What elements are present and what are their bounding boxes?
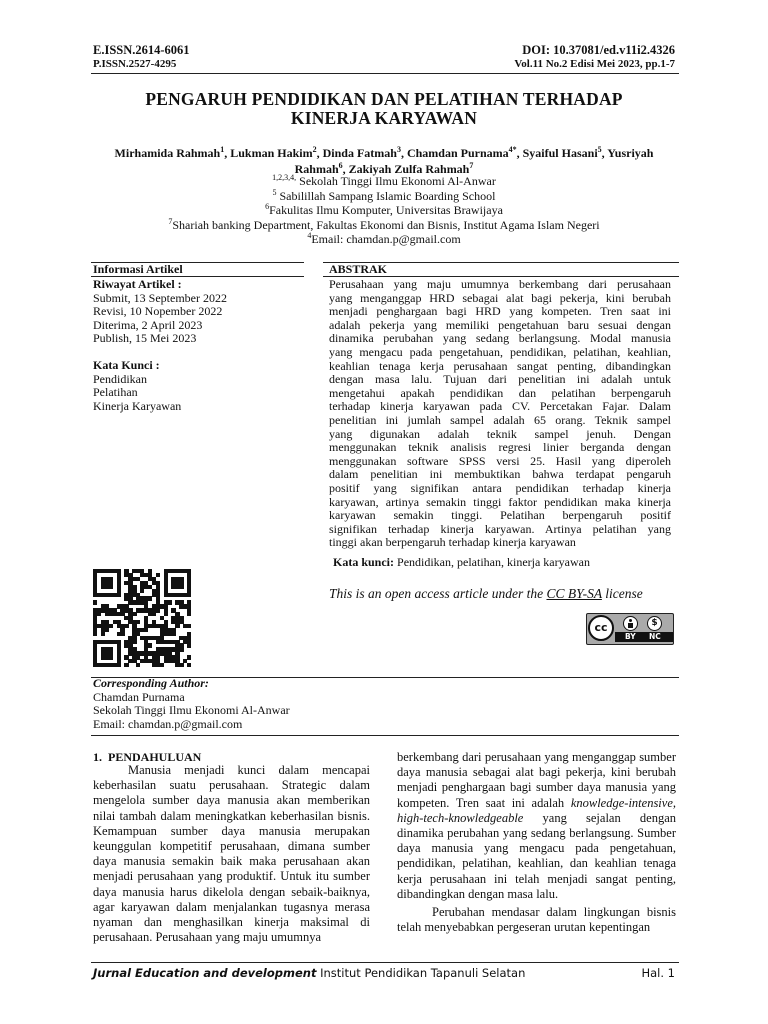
corresponding-author [93, 677, 653, 731]
author-name: Lukman Hakim [230, 146, 313, 160]
abstract-kw-text: Pendidikan, pelatihan, kinerja karyawan [394, 555, 590, 569]
author-sup: 2 [312, 145, 317, 154]
author-sup: 5 [597, 145, 602, 154]
badge-nc-label: NC [649, 632, 661, 641]
author-sup: 6 [338, 161, 343, 170]
author-sup: 1 [220, 145, 225, 154]
affiliation-3: $^6$Fakulitas Ilmu Komputer, Universitas Brawijaya [265, 202, 503, 217]
author-name: Chamdan Purnama [406, 146, 509, 160]
affiliation-2: $^5$ Sabilillah Sampang Islamic Boarding School [272, 187, 496, 203]
left-column [93, 763, 370, 945]
section-heading: 1. PENDAHULUAN [93, 750, 202, 764]
author-list: Mirhamida Rahmah$^1$, Lukman Hakim$^2$, Dinda Fatmah$^3$, Chamdan Purnama$^{4*}$, Syaiful Hasani$^5$, Yusriyah Rahmah$^6$, Zakiyah Zulfa Rahmah$^7$ [114, 145, 654, 176]
author-sup: 7 [469, 161, 474, 170]
author-name: Zakiyah Zulfa Rahmah [348, 162, 470, 176]
pissn: P.ISSN.2527-4295 [93, 58, 177, 70]
affiliations [80, 174, 688, 247]
author-name: Syaiful Hasani [522, 146, 598, 160]
doi: DOI: 10.37081/ed.v11i2.4326 [522, 43, 675, 57]
footer-rule [91, 962, 679, 963]
abstract-line: Perusahaan yang maju umumnya berkembang dari perusahaan [329, 277, 671, 291]
header-rule [91, 73, 679, 74]
abstract-line: menggunakan software SPSS versi 25. Hasil yang diperoleh [329, 453, 671, 468]
license-statement: This is an open access article under the CC BY-SA license [329, 586, 643, 601]
abstract-line: karyawan semakin tinggi. Pelatihan berpengaruh positif [329, 508, 671, 523]
cc-license-link[interactable]: CC BY-SA [546, 586, 602, 601]
affiliation-4: $^7$Shariah banking Department, Fakultas Ekonomi dan Bisnis, Institut Agama Islam Negeri [168, 216, 600, 232]
body-paragraph: Manusia menjadi kunci dalam mencapai keberhasilan suatu perusahaan. Strategic dalam mengelola sumber daya manusia akan memberikan nilai tambah dalam meningkatkan keberhasilan bisnis. Kemampuan sumber daya manusia merupakan keunggulan kompetitif perusahaan, dimana sumber daya manusia semakin baik maka perusahaan akan menjadi perusahaan yang produktif. Untuk itu sumber daya manusia harus dikelola dengan sebaik-baiknya, agar karyawan dalam menjalankan tugasnya merasa nyaman dan menghasilkan kinerja maksimal di perusahaan. Perusahaan yang maju umumnya [93, 763, 370, 945]
history-publish: Publish, 15 Mei 2023 [93, 331, 197, 346]
abstract-line: yang digunakan adalah teknik sampel jenuh. Dengan [329, 426, 671, 441]
author-sup: 4* [508, 145, 517, 154]
eissn: E.ISSN.2614-6061 [93, 43, 190, 57]
abstract-line: positif yang signifikan antara pendidikan terhadap kinerja [329, 480, 671, 495]
abstract-line: penelitian ini jumlah sampel adalah 65 orang. Teknik sampel [329, 412, 671, 427]
abstract-line: menggunakan teknik analisis regresi linier berganda dengan [329, 440, 671, 455]
corresponding-institution: Sekolah Tinggi Ilmu Ekonomi Al-Anwar [93, 703, 290, 718]
abstract-line: dalam penelitian ini membuktikan bahwa terdapat pengaruh [329, 467, 671, 482]
corresponding-bottom-rule [91, 735, 679, 736]
abstract-line: menjadi penghargaan bagi HRD yang kompeten. Tren saat ini [329, 304, 671, 319]
corresponding-label: Corresponding Author: [93, 676, 209, 690]
abstract-line: karyawan, artinya semakin tinggi faktor pendidikan maka kinerja [329, 494, 671, 509]
abstract-line: tinggi akan berpengaruh terhadap kinerja karyawan [329, 535, 576, 550]
keyword-item: Kinerja Karyawan [93, 398, 182, 413]
history-submit: Submit, 13 September 2022 [93, 290, 227, 305]
paper-title-line1: PENGARUH PENDIDIKAN DAN PELATIHAN TERHADAP [145, 89, 623, 109]
affiliation-1: $^{1,2,3,4,}$ Sekolah Tinggi Ilmu Ekonomi Al-Anwar [272, 173, 496, 188]
abstract-line: adalah pekerja yang memiliki pengetahuan baru sesuai dengan [329, 317, 671, 332]
history-accepted: Diterima, 2 April 2023 [93, 317, 203, 332]
history-label: Riwayat Artikel : [93, 277, 182, 291]
abstract-line: signifikan terhadap kinerja karyawan. Artinya pelatihan yang [329, 521, 671, 536]
body-paragraph: Perubahan mendasar dalam lingkungan bisnis telah menyebabkan pergeseran urutan kepentingan [397, 905, 676, 935]
abstract-line: keahlian tenaga kerja perusahaan sangat penting, dibandingkan [329, 358, 671, 373]
corresponding-name: Chamdan Purnama [93, 689, 185, 704]
article-info [93, 278, 303, 413]
qr-code [93, 569, 191, 667]
keywords-label: Kata Kunci : [93, 357, 160, 372]
author-sup: 3 [396, 145, 401, 154]
noncommercial-icon: $ [647, 616, 662, 631]
affiliation-email: $^4$Email: chamdan.p@gmail.com [307, 231, 461, 246]
keyword-item: Pelatihan [93, 385, 138, 400]
abstract-line: dengan masa lalu. Tujuan dari penelitian ini adalah untuk [329, 372, 671, 387]
cc-license-badge[interactable] [586, 613, 674, 645]
keyword-item: Pendidikan [93, 371, 147, 386]
abstract-line: terhadap kinerja karyawan pada CV. Percetakan Fajar. Dalam [329, 399, 671, 414]
author-name: Mirhamida Rahmah [114, 146, 221, 160]
page-number: Hal. 1 [641, 966, 675, 980]
abstract-line: mengetahui apakah pendidikan dan pelatihan berpengaruh [329, 385, 671, 400]
history-revision: Revisi, 10 Nopember 2022 [93, 304, 223, 319]
footer-journal: Jurnal Education and development Institut Pendidikan Tapanuli Selatan [93, 966, 526, 980]
corresponding-email: Email: chamdan.p@gmail.com [93, 716, 243, 731]
badge-by-label: BY [625, 632, 636, 641]
body-paragraph: berkembang dari perusahaan yang menganggap sumber daya manusia sebagai alat bagi pekerja, kini berubah menjadi penghargaan bagi sumber daya manusia yang kompeten. Tren saat ini adalah knowledge-intensive, high-tech-knowledgeable yang sejalan dengan dinamika perubahan yang sedang berlangsung. Sumber daya manusia yang mengacu pada pengetahuan, pendidikan, pelatihan, keahlian, dan keahlian tenaga kerja perusahaan ini telah menjadi sangat penting, dibandingkan dengan masa lalu. [397, 750, 676, 901]
abstract-line: yang mengacu pada pengetahuan, pendidikan, pelatihan, keahlian, [329, 344, 671, 359]
paper-title-line2: KINERJA KARYAWAN [290, 108, 478, 128]
abstract-keywords [333, 556, 590, 570]
info-heading: Informasi Artikel [93, 262, 183, 276]
abstract-line: yang menganggap HRD sebagai alat bagi pekerja, kini berubah [329, 290, 671, 305]
person-icon [623, 616, 638, 631]
abstract-body [329, 278, 671, 550]
cc-icon: cc [588, 615, 614, 641]
abstract-kw-label: Kata kunci: [333, 555, 395, 569]
abstract-line: dinamika perubahan yang sedang berlangsung. Modal manusia [329, 331, 671, 346]
abstract-heading: ABSTRAK [329, 262, 388, 276]
volume-info: Vol.11 No.2 Edisi Mei 2023, pp.1-7 [514, 58, 675, 70]
right-column [397, 750, 676, 935]
author-name: Dinda Fatmah [322, 146, 397, 160]
